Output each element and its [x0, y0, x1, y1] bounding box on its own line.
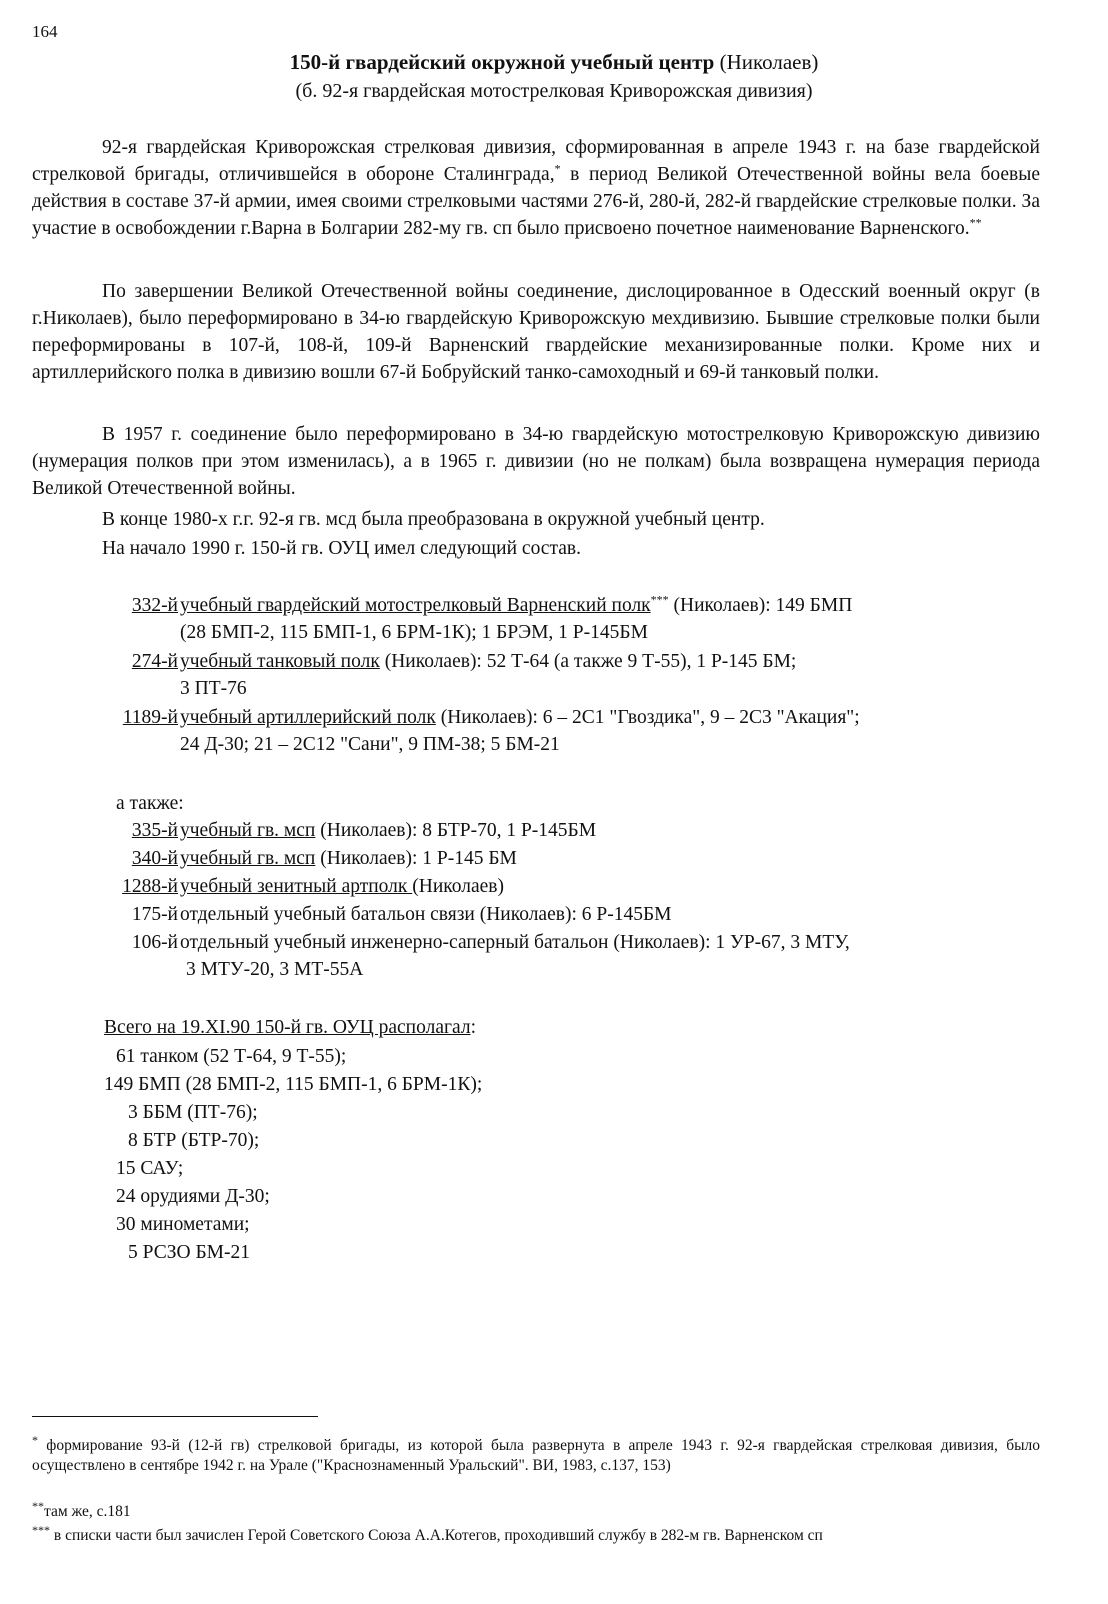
unit-details-line2: 3 МТУ-20, 3 МТ-55А	[186, 959, 364, 980]
footnote-mark: *	[32, 1433, 38, 1447]
unit-entry	[100, 873, 1045, 900]
footnote-divider	[32, 1416, 318, 1417]
summary-heading-colon: :	[470, 1017, 476, 1038]
summary-heading-text: Всего на 19.XI.90 150-й гв. ОУЦ располагал	[104, 1017, 471, 1038]
paragraph-1-part-a: 92-я гвардейская Криворожская стрелковая дивизия, сформированная в апреле 1943 г. на базе гвардейской стрелковой бригады, отличившейся в обороне Сталинграда,	[32, 137, 1040, 185]
unit-details-line2: 24 Д-30; 21 – 2С12 "Сани", 9 ПМ-38; 5 БМ-21	[180, 734, 560, 755]
unit-details: (Николаев)	[412, 876, 504, 897]
unit-details: (Николаев): 52 Т-64 (а также 9 Т-55), 1 Р-145 БМ;	[379, 651, 797, 672]
footnote-ref-2: **	[969, 215, 982, 230]
unit-number: 106-й	[131, 932, 178, 953]
unit-details-line2: 3 ПТ-76	[180, 678, 247, 699]
unit-number: 335-й	[131, 820, 178, 841]
paragraph-1-part-b: в период Великой Отечественной войны вела боевые действия в составе 37-й армии, имея своими стрелковыми частями 276-й, 280-й, 282-й гвардейские стрелковые полки. За участие в освобождении г.Варна в Болгарии 282-му гв. сп было присвоено почетное наименование Варненского.	[32, 164, 1040, 239]
footnote	[32, 1430, 1040, 1476]
unit-number: 340-й	[131, 848, 178, 869]
unit-entry	[100, 704, 1045, 758]
unit-entry	[100, 592, 1045, 646]
summary-item: 24 орудиями Д-30;	[116, 1186, 270, 1207]
unit-name: отдельный учебный инженерно-саперный батальон (Николаев): 1 УР-67, 3 МТУ,	[180, 932, 850, 953]
unit-entry	[100, 929, 1045, 983]
unit-details-line2: (28 БМП-2, 115 БМП-1, 6 БРМ-1К); 1 БРЭМ, 1 Р-145БМ	[180, 622, 648, 643]
paragraph-5: На начало 1990 г. 150-й гв. ОУЦ имел следующий состав.	[102, 538, 581, 559]
unit-details: (Николаев): 8 БТР-70, 1 Р-145БМ	[315, 820, 597, 841]
summary-item: 149 БМП (28 БМП-2, 115 БМП-1, 6 БРМ-1К);	[104, 1074, 483, 1095]
unit-entry	[100, 845, 1045, 872]
page-subtitle: (б. 92-я гвардейская мотострелковая Криворожская дивизия)	[295, 80, 813, 102]
footnote-text: там же, с.181	[44, 1503, 131, 1521]
footnote-ref-1: *	[554, 161, 561, 176]
footnote-ref-3: ***	[650, 592, 669, 607]
summary-item: 5 РСЗО БМ-21	[128, 1242, 250, 1263]
unit-number: 332-й	[131, 595, 178, 616]
footnote	[32, 1520, 1040, 1546]
title-city: (Николаев)	[714, 50, 819, 74]
summary-item: 30 минометами;	[116, 1214, 250, 1235]
title-bold: 150-й гвардейский окружной учебный центр	[289, 50, 715, 74]
unit-number: 1288-й	[122, 876, 178, 897]
unit-number: 274-й	[131, 651, 178, 672]
summary-item: 3 ББМ (ПТ-76);	[128, 1102, 258, 1123]
summary-item: 8 БТР (БТР-70);	[128, 1130, 260, 1151]
footnote-text: в списки части был зачислен Герой Советского Союза А.А.Котегов, проходивший службу в 282-м гв. Варненском сп	[53, 1527, 823, 1545]
unit-number: 175-й	[131, 904, 178, 925]
also-label: а также:	[116, 793, 184, 814]
summary-item: 15 САУ;	[116, 1158, 184, 1179]
unit-name: отдельный учебный батальон связи (Николаев): 6 Р-145БМ	[180, 904, 672, 925]
footnote-mark: **	[32, 1499, 44, 1513]
unit-name: учебный гвардейский мотострелковый Варненский полк	[180, 595, 651, 616]
unit-details: (Николаев): 1 Р-145 БМ	[315, 848, 517, 869]
unit-name: учебный зенитный артполк	[180, 876, 413, 897]
unit-details: (Николаев): 149 БМП	[668, 595, 853, 616]
unit-name: учебный гв. мсп	[180, 848, 316, 869]
unit-name: учебный гв. мсп	[180, 820, 316, 841]
unit-number: 1189-й	[122, 707, 178, 728]
unit-details: (Николаев): 6 – 2С1 "Гвоздика", 9 – 2С3 "Акация";	[435, 707, 860, 728]
page-title	[0, 50, 1108, 75]
unit-name: учебный танковый полк	[180, 651, 380, 672]
paragraph-4: В конце 1980-х г.г. 92-я гв. мсд была преобразована в окружной учебный центр.	[102, 509, 765, 530]
summary-heading	[104, 1014, 476, 1041]
footnote	[32, 1496, 1040, 1522]
footnote-mark: ***	[32, 1523, 50, 1537]
unit-name: учебный артиллерийский полк	[180, 707, 436, 728]
unit-entry	[100, 817, 1045, 844]
unit-entry	[100, 901, 1045, 928]
paragraph-1	[32, 134, 1040, 242]
paragraph-3: В 1957 г. соединение было переформировано в 34-ю гвардейскую мотострелковую Криворожскую дивизию (нумерация полков при этом изменилась), а в 1965 г. дивизии (но не полкам) была возвращена нумерация периода Великой Отечественной войны.	[32, 424, 1040, 499]
footnote-text: формирование 93-й (12-й гв) стрелковой бригады, из которой была развернута в апреле 1943 г. 92-я гвардейская стрелковая дивизия, было осуществлено в сентябре 1942 г. на Урале ("Краснознаменный Уральский". ВИ, 1983, с.137, 153)	[32, 1437, 1041, 1475]
summary-item: 61 танком (52 Т-64, 9 Т-55);	[116, 1046, 347, 1067]
paragraph-2: По завершении Великой Отечественной войны соединение, дислоцированное в Одесский военный округ (в г.Николаев), было переформировано в 34-ю гвардейскую Криворожскую мехдивизию. Бывшие стрелковые полки были переформированы в 107-й, 108-й, 109-й Варненский гвардейские механизированные полки. Кроме них и артиллерийского полка в дивизию вошли 67-й Бобруйский танко-самоходный и 69-й танковый полки.	[32, 281, 1040, 383]
page-number: 164	[32, 22, 58, 41]
unit-entry	[100, 648, 1045, 702]
